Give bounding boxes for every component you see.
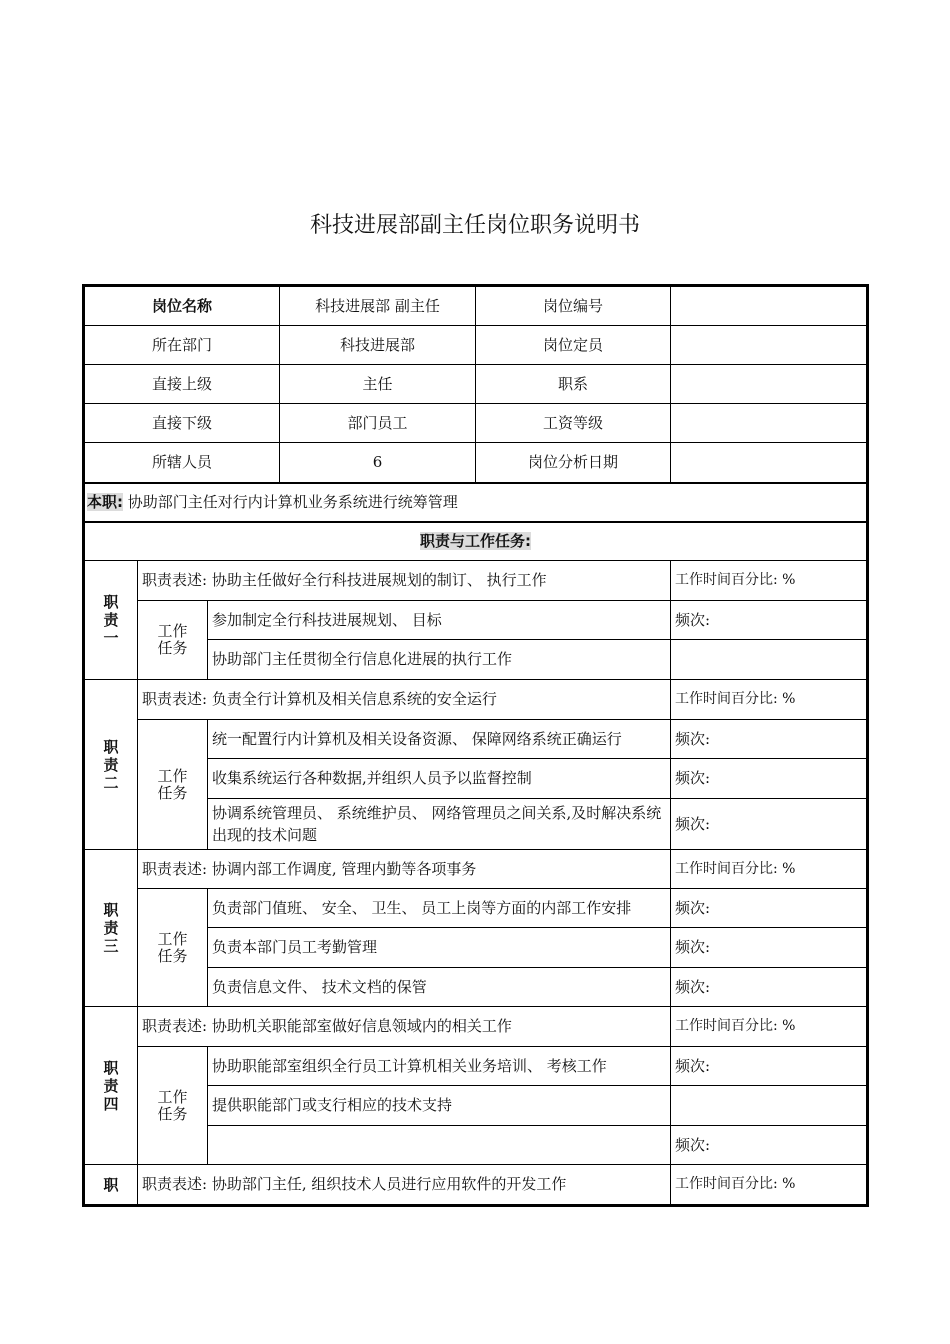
- post-name-value: 科技进展部 副主任: [280, 287, 476, 326]
- duty-desc: 职责表述: 协助机关职能部室做好信息领域内的相关工作: [138, 1007, 671, 1047]
- staff-label: 所辖人员: [85, 443, 280, 483]
- main-duty-label: 本职:: [87, 492, 123, 511]
- task-row: [85, 889, 867, 928]
- task-text: 负责信息文件、 技术文档的保管: [208, 968, 671, 1007]
- info-row: [85, 404, 867, 443]
- duty-pct: 工作时间百分比: %: [671, 561, 867, 601]
- post-no-label: 岗位编号: [476, 287, 671, 326]
- subordinate-label: 直接下级: [85, 404, 280, 443]
- task-text: 提供职能部门或支行相应的技术支持: [208, 1086, 671, 1126]
- date-value: [671, 443, 867, 483]
- task-freq: 频次:: [671, 799, 867, 850]
- main-duty-row: [85, 483, 867, 522]
- staff-value: 6: [280, 443, 476, 483]
- task-freq: [671, 1086, 867, 1126]
- task-freq: 频次:: [671, 889, 867, 928]
- task-text: 负责本部门员工考勤管理: [208, 928, 671, 968]
- task-freq: 频次:: [671, 1047, 867, 1086]
- task-freq: 频次:: [671, 928, 867, 968]
- section-header: 职责与工作任务:: [420, 531, 531, 550]
- duty-pct: 工作时间百分比: %: [671, 680, 867, 720]
- quota-label: 岗位定员: [476, 326, 671, 365]
- duty-pct: 工作时间百分比: %: [671, 1007, 867, 1047]
- task-freq: 频次:: [671, 759, 867, 799]
- duty-name: 职 责 三: [85, 850, 138, 1007]
- duty-desc: 职责表述: 负责全行计算机及相关信息系统的安全运行: [138, 680, 671, 720]
- main-duty-text: 协助部门主任对行内计算机业务系统进行统筹管理: [127, 492, 458, 511]
- duty-row: [85, 850, 867, 889]
- info-row: [85, 365, 867, 404]
- task-freq: 频次:: [671, 601, 867, 640]
- job-description-table: [84, 286, 867, 1205]
- dept-label: 所在部门: [85, 326, 280, 365]
- post-no-value: [671, 287, 867, 326]
- post-name-label: 岗位名称: [85, 287, 280, 326]
- quota-value: [671, 326, 867, 365]
- task-freq: 频次:: [671, 720, 867, 759]
- date-label: 岗位分析日期: [476, 443, 671, 483]
- duty-row: [85, 561, 867, 601]
- task-row: [85, 1047, 867, 1086]
- task-label: 工作 任务: [138, 720, 208, 850]
- page-title: 科技进展部副主任岗位职务说明书: [309, 213, 640, 238]
- duty-desc: 职责表述: 协助部门主任, 组织技术人员进行应用软件的开发工作: [138, 1165, 671, 1205]
- task-label: 工作 任务: [138, 601, 208, 680]
- section-header-row: [85, 522, 867, 561]
- task-row: [85, 601, 867, 640]
- duty-name: 职 责 一: [85, 561, 138, 680]
- task-freq: 频次:: [671, 968, 867, 1007]
- duty-pct: 工作时间百分比: %: [671, 1165, 867, 1205]
- subordinate-value: 部门员工: [280, 404, 476, 443]
- task-freq: 频次:: [671, 1126, 867, 1165]
- duty-desc: 职责表述: 协助主任做好全行科技进展规划的制订、 执行工作: [138, 561, 671, 601]
- duty-name: 职 责 四: [85, 1007, 138, 1165]
- task-text: 协助部门主任贯彻全行信息化进展的执行工作: [208, 640, 671, 680]
- rank-label: 职系: [476, 365, 671, 404]
- duty-name: 职: [85, 1165, 138, 1205]
- superior-label: 直接上级: [85, 365, 280, 404]
- duty-row: [85, 1007, 867, 1047]
- duty-row: [85, 1165, 867, 1205]
- grade-label: 工资等级: [476, 404, 671, 443]
- superior-value: 主任: [280, 365, 476, 404]
- info-row: [85, 443, 867, 483]
- task-label: 工作 任务: [138, 889, 208, 1007]
- grade-value: [671, 404, 867, 443]
- task-text: 负责部门值班、 安全、 卫生、 员工上岗等方面的内部工作安排: [208, 889, 671, 928]
- task-text: 协调系统管理员、 系统维护员、 网络管理员之间关系,及时解决系统出现的技术问题: [208, 799, 671, 850]
- duty-row: [85, 680, 867, 720]
- dept-value: 科技进展部: [280, 326, 476, 365]
- task-text: 统一配置行内计算机及相关设备资源、 保障网络系统正确运行: [208, 720, 671, 759]
- task-text: 收集系统运行各种数据,并组织人员予以监督控制: [208, 759, 671, 799]
- task-text: [208, 1126, 671, 1165]
- duty-name: 职 责 二: [85, 680, 138, 850]
- task-freq: [671, 640, 867, 680]
- duty-pct: 工作时间百分比: %: [671, 850, 867, 889]
- task-text: 参加制定全行科技进展规划、 目标: [208, 601, 671, 640]
- task-text: 协助职能部室组织全行员工计算机相关业务培训、 考核工作: [208, 1047, 671, 1086]
- task-label: 工作 任务: [138, 1047, 208, 1165]
- info-row: [85, 326, 867, 365]
- info-row: [85, 287, 867, 326]
- duty-desc: 职责表述: 协调内部工作调度, 管理内勤等各项事务: [138, 850, 671, 889]
- task-row: [85, 720, 867, 759]
- rank-value: [671, 365, 867, 404]
